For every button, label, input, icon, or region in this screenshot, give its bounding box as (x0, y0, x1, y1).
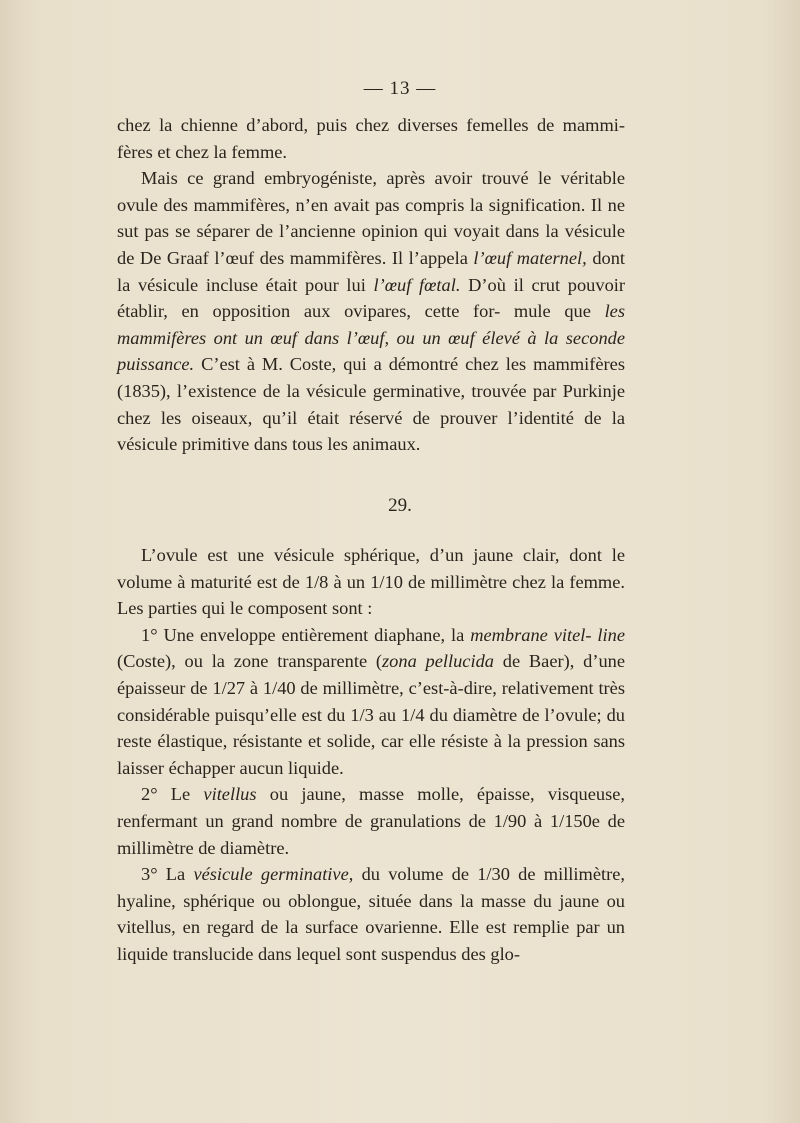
text-run: dont la vésicule incluse était pour lui (117, 247, 626, 295)
paragraph (117, 112, 625, 165)
text-run: , du volume de 1/30 de millimètre, hyaline, sphérique ou oblongue, située dans la masse du jaune ou vitellus, en regard de la surface ovarienne. Elle est remplie par un liquide translucide dans lequel sont suspendus des glo- (117, 864, 625, 964)
text-run: Mais ce grand embryogéniste, après avoir trouvé le véritable ovule des mammifères, n’en avait pas compris la signification. Il ne sut pas se séparer de l’ancienne opinion qui voyait dans la vésicule de De Graaf l’œuf des mammifères. Il l’appela (117, 168, 625, 268)
text-run: de Baer), d’une épaisseur de 1/27 à 1/40 de millimètre, c’est-à-dire, relativement très considérable puisqu’elle est du 1/3 au 1/4 du diamètre de l’ovule; du reste élastique, résistante et solide, car elle résiste à la pression sans laisser échapper aucun liquide. (117, 651, 625, 778)
text-run: C’est à M. Coste, qui a démontré chez les mammifères (1835), l’existence de la vésicule germinative, trouvée par Purkinje chez les oiseaux, qu’il était réservé de prouver l’identité de la vésicule primitive dans tous les animaux. (117, 354, 625, 455)
paragraph (117, 622, 625, 782)
section-number: 29. (388, 495, 412, 516)
italic-text: les mammifères ont un œuf dans l’œuf, ou un œuf élevé à la seconde puissance. (117, 301, 625, 375)
italic-text: vésicule germinative (193, 864, 349, 885)
text-run: 3° La (141, 864, 194, 885)
text-run: (Coste), ou la zone transparente ( (117, 651, 383, 672)
italic-text: membrane vitel- line (470, 624, 625, 645)
paragraph (117, 861, 625, 967)
text-run: 2° Le (141, 784, 204, 805)
text-block-lower (117, 542, 625, 968)
text-run: L’ovule est une vésicule sphérique, d’un jaune clair, dont le volume à maturité est de 1/8 à un 1/10 de millimètre chez la femme. Les parties qui le composent sont : (117, 545, 625, 619)
paragraph (117, 165, 625, 458)
paragraph (117, 542, 625, 622)
text-run: D’où il crut pouvoir établir, en opposition aux ovipares, cette for- mule que (117, 274, 625, 322)
italic-text: zona pellucida (382, 651, 494, 672)
italic-text: l’œuf fœtal. (373, 274, 461, 295)
page-header: — 13 — (363, 78, 437, 99)
text-run: 1° Une enveloppe entièrement diaphane, la (141, 624, 471, 645)
text-block-upper (117, 112, 625, 458)
italic-text: vitellus (203, 784, 257, 805)
text-run: ou jaune, masse molle, épaisse, visqueuse, renfermant un grand nombre de granulations de 1/90 à 1/150e de millimètre de diamètre. (117, 784, 625, 858)
italic-text: l’œuf maternel, (473, 247, 587, 268)
paragraph (117, 781, 625, 861)
text-run: chez la chienne d’abord, puis chez diverses femelles de mammi- fères et chez la femme. (117, 115, 625, 162)
